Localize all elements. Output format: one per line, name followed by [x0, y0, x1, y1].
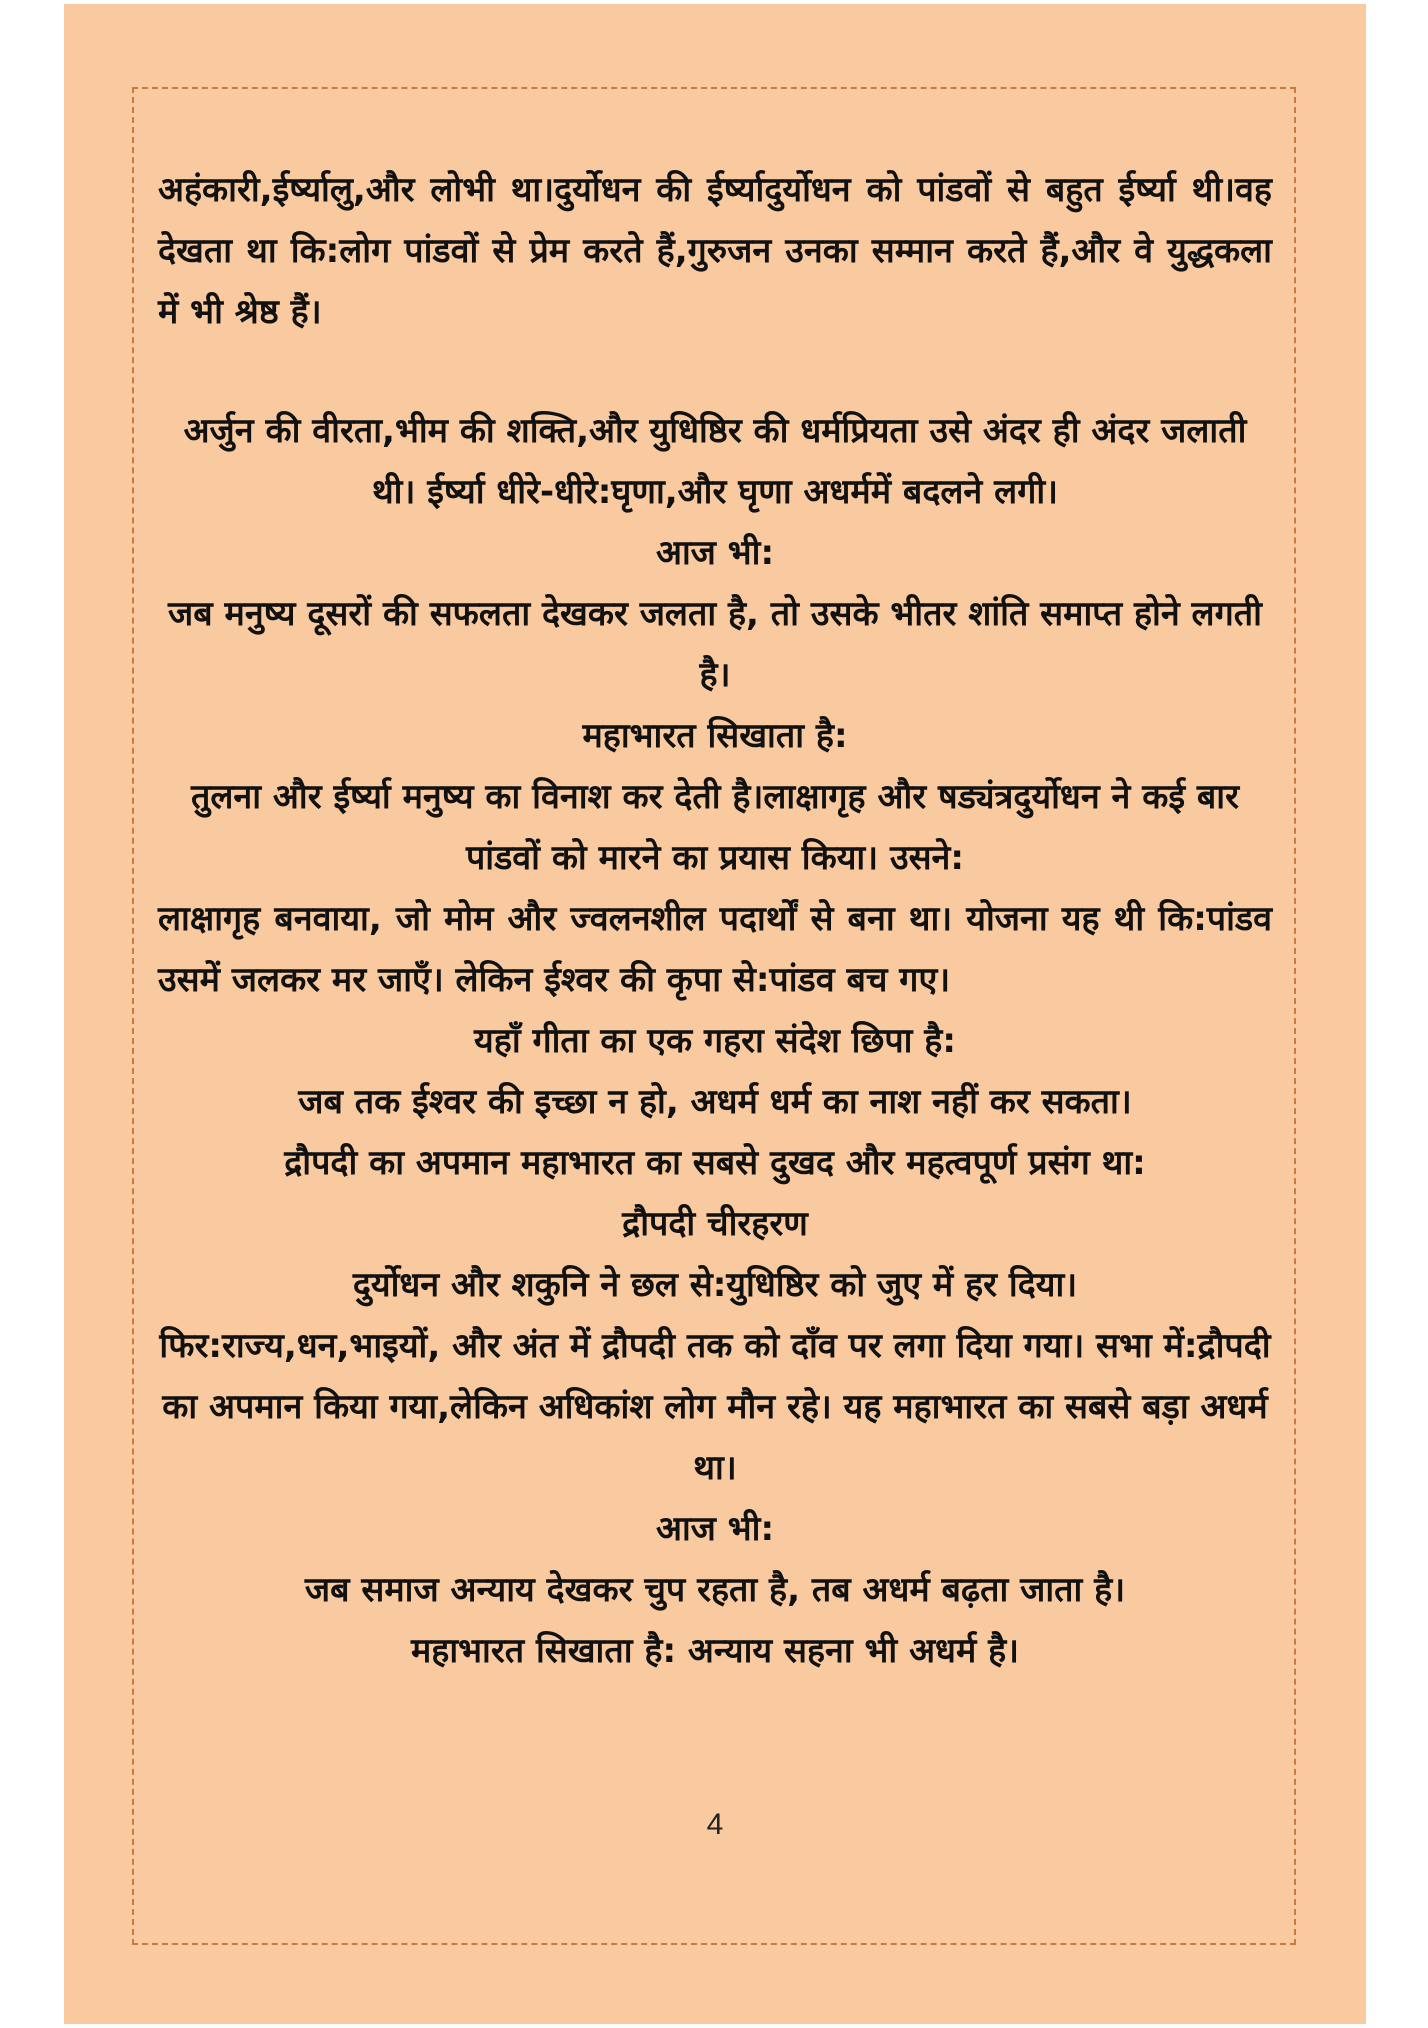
lakshagriha-paragraph: लाक्षागृह बनवाया, जो मोम और ज्वलनशील पदार्थों से बना था। योजना यह थी कि:पांडव उसमें जलकर मर जाएँ। लेकिन ईश्वर की कृपा से:पांडव बच गए।	[158, 899, 1272, 1000]
text-line: फिर:राज्य,धन,भाइयों, और अंत में द्रौपदी तक को दाँव पर लगा दिया गया। सभा में:द्रौपदी का अपमान किया गया,लेकिन अधिकांश लोग मौन रहे। यह महाभारत का सबसे बड़ा अधर्म था।	[159, 1326, 1271, 1488]
section-heading: द्रौपदी चीरहरण	[622, 1204, 808, 1244]
page-number: 4	[706, 1808, 724, 1841]
text-line: आज भी:	[655, 533, 775, 573]
intro-paragraph: अहंकारी,ईर्ष्यालु,और लोभी था।दुर्योधन की ईर्ष्यादुर्योधन को पांडवों से बहुत ईर्ष्या थी।वह देखता था कि:लोग पांडवों से प्रेम करते हैं,गुरुजन उनका सम्मान करते हैं,और वे युद्धकला में भी श्रेष्ठ हैं।	[158, 170, 1272, 332]
text-line: महाभारत सिखाता है: अन्याय सहना भी अधर्म है।	[410, 1631, 1020, 1671]
text-line: अर्जुन की वीरता,भीम की शक्ति,और युधिष्ठिर की धर्मप्रियता उसे अंदर ही अंदर जलाती थी। ईर्ष्या धीरे-धीरे:घृणा,और घृणा अधर्ममें बदलने लगी।	[183, 411, 1247, 512]
book-page	[64, 4, 1366, 2024]
text-line: जब मनुष्य दूसरों की सफलता देखकर जलता है, तो उसके भीतर शांति समाप्त होने लगती है।	[168, 594, 1262, 695]
text-line: महाभारत सिखाता है:	[582, 716, 848, 756]
text-line: जब समाज अन्याय देखकर चुप रहता है, तब अधर्म बढ़ता जाता है।	[304, 1570, 1126, 1610]
text-line: जब तक ईश्वर की इच्छा न हो, अधर्म धर्म का नाश नहीं कर सकता।	[298, 1082, 1132, 1122]
page-content	[158, 160, 1272, 1682]
text-line: दुर्योधन और शकुनि ने छल से:युधिष्ठिर को जुए में हर दिया।	[352, 1265, 1078, 1305]
text-line: तुलना और ईर्ष्या मनुष्य का विनाश कर देती है।लाक्षागृह और षड्यंत्रदुर्योधन ने कई बार पांडवों को मारने का प्रयास किया। उसने:	[190, 777, 1240, 878]
text-line: यहाँ गीता का एक गहरा संदेश छिपा है:	[474, 1021, 956, 1061]
paragraph-spacer	[158, 343, 1272, 401]
text-line: आज भी:	[655, 1509, 775, 1549]
text-line: द्रौपदी का अपमान महाभारत का सबसे दुखद और महत्वपूर्ण प्रसंग था:	[284, 1143, 1146, 1183]
